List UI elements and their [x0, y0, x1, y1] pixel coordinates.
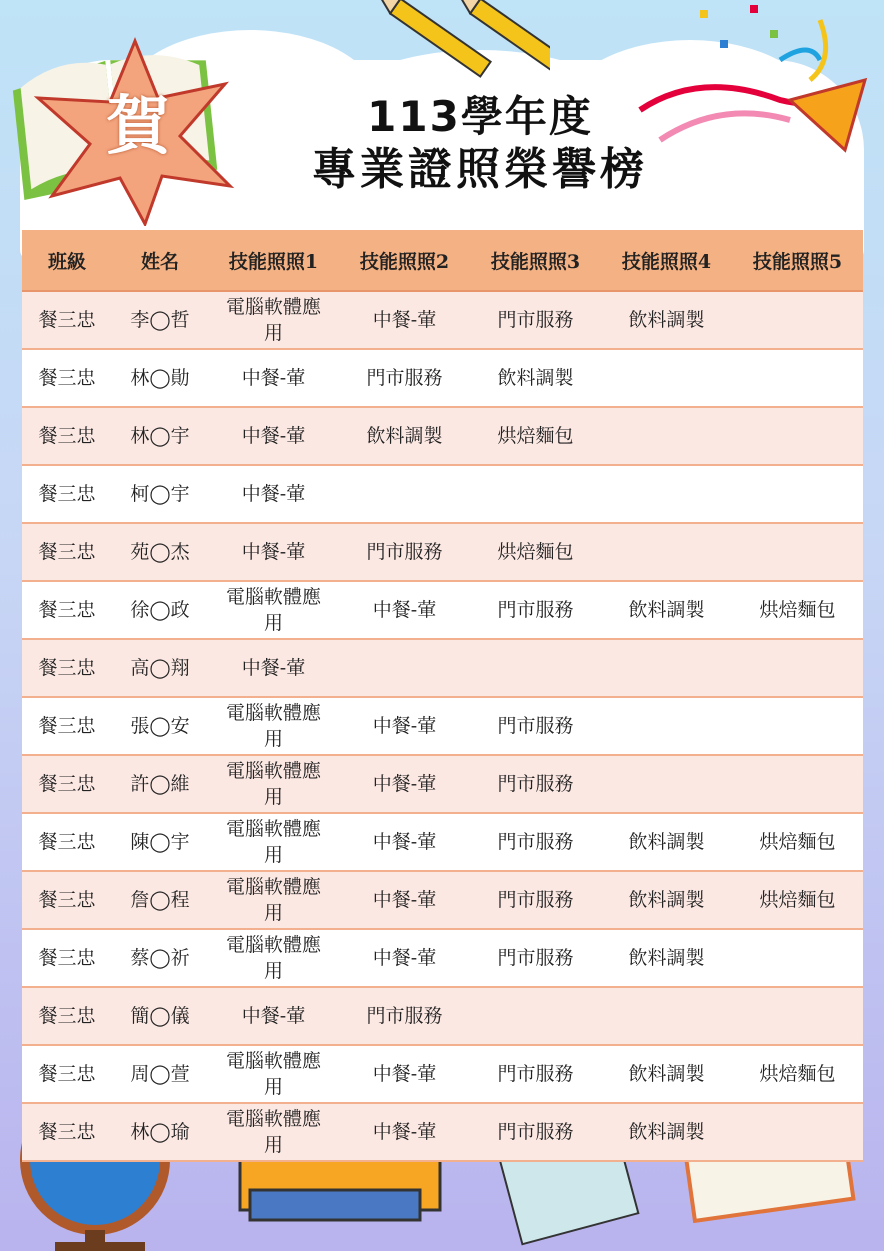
cell-cert4-text: 飲料調製 — [628, 831, 705, 853]
cell-cert2-text: 門市服務 — [366, 541, 443, 563]
cell-cert5 — [732, 523, 863, 581]
cell-class-text: 餐三忠 — [38, 715, 96, 737]
cell-cert1-text: 中餐-葷 — [241, 541, 306, 563]
cell-class-text: 餐三忠 — [38, 831, 96, 853]
table-row — [22, 813, 863, 871]
cell-cert1 — [208, 871, 339, 929]
honor-roll-table — [22, 230, 863, 1162]
cell-name-text: 林◯勛 — [130, 367, 190, 389]
cell-cert3 — [470, 697, 601, 755]
cell-class — [22, 465, 112, 523]
cell-cert1-text: 中餐-葷 — [241, 1005, 306, 1027]
cell-cert1 — [208, 349, 339, 407]
cell-class-text: 餐三忠 — [38, 1005, 96, 1027]
cell-cert2 — [339, 697, 470, 755]
cell-cert3-text: 門市服務 — [497, 1121, 574, 1143]
cell-cert3 — [470, 813, 601, 871]
table-row — [22, 349, 863, 407]
cell-class-text: 餐三忠 — [38, 773, 96, 795]
cell-cert3 — [470, 755, 601, 813]
cell-cert3-text: 門市服務 — [497, 1063, 574, 1085]
cell-name-text: 簡◯儀 — [130, 1005, 190, 1027]
cell-cert1-text: 中餐-葷 — [241, 483, 306, 505]
cell-cert3 — [470, 349, 601, 407]
cell-cert5 — [732, 929, 863, 987]
cell-cert2-text: 中餐-葷 — [372, 1121, 437, 1143]
cell-cert2 — [339, 929, 470, 987]
cell-cert3-text: 門市服務 — [497, 773, 574, 795]
table-row — [22, 755, 863, 813]
page-title-year: 113學年度 — [367, 92, 593, 141]
cell-cert5 — [732, 813, 863, 871]
cell-cert1 — [208, 755, 339, 813]
table-row — [22, 639, 863, 697]
cell-name — [112, 929, 208, 987]
cell-cert3-text: 門市服務 — [497, 599, 574, 621]
cell-cert2-text: 中餐-葷 — [372, 947, 437, 969]
cell-cert3 — [470, 871, 601, 929]
cell-class — [22, 871, 112, 929]
cell-cert2 — [339, 755, 470, 813]
column-header-cert1: 技能照照1 — [208, 230, 339, 291]
cell-cert1 — [208, 465, 339, 523]
table-row — [22, 581, 863, 639]
cell-class-text: 餐三忠 — [38, 425, 96, 447]
cell-cert4 — [601, 639, 732, 697]
cell-cert3 — [470, 1045, 601, 1103]
cell-cert1-text: 中餐-葷 — [241, 657, 306, 679]
cell-cert2-text: 中餐-葷 — [372, 889, 437, 911]
title-block — [230, 92, 730, 198]
table-row — [22, 291, 863, 349]
cell-cert2 — [339, 987, 470, 1045]
cell-cert2 — [339, 639, 470, 697]
cell-cert3 — [470, 291, 601, 349]
cell-name — [112, 755, 208, 813]
cell-cert3 — [470, 929, 601, 987]
cell-class-text: 餐三忠 — [38, 599, 96, 621]
cell-cert2-text: 中餐-葷 — [372, 1063, 437, 1085]
table-row — [22, 929, 863, 987]
cell-cert2-text: 門市服務 — [366, 367, 443, 389]
table-row — [22, 523, 863, 581]
cell-name-text: 林◯瑜 — [130, 1121, 190, 1143]
cell-cert5-text: 烘焙麵包 — [759, 831, 836, 853]
table-row — [22, 871, 863, 929]
cell-class-text: 餐三忠 — [38, 367, 96, 389]
cell-cert1 — [208, 697, 339, 755]
cell-cert5 — [732, 1103, 863, 1161]
cell-cert1-text: 電腦軟體應用 — [225, 296, 321, 344]
cell-class — [22, 523, 112, 581]
cell-cert3 — [470, 639, 601, 697]
cell-cert1-text: 電腦軟體應用 — [225, 934, 321, 982]
cell-cert2-text: 門市服務 — [366, 1005, 443, 1027]
books-and-ruler-icon — [0, 1150, 884, 1251]
cell-cert4 — [601, 291, 732, 349]
cell-cert5 — [732, 407, 863, 465]
cell-name — [112, 349, 208, 407]
cell-cert1 — [208, 581, 339, 639]
cell-name — [112, 987, 208, 1045]
cell-cert5 — [732, 465, 863, 523]
cell-name — [112, 291, 208, 349]
cell-cert1 — [208, 407, 339, 465]
cell-cert4-text: 飲料調製 — [628, 947, 705, 969]
cell-cert3 — [470, 987, 601, 1045]
cell-cert4 — [601, 871, 732, 929]
column-header-cert4: 技能照照4 — [601, 230, 732, 291]
cell-cert4-text: 飲料調製 — [628, 309, 705, 331]
cell-class-text: 餐三忠 — [38, 1121, 96, 1143]
cell-cert2 — [339, 871, 470, 929]
cell-name-text: 林◯宇 — [130, 425, 190, 447]
cell-cert3-text: 門市服務 — [497, 889, 574, 911]
table-row — [22, 1045, 863, 1103]
cell-class-text: 餐三忠 — [38, 889, 96, 911]
cell-cert2 — [339, 1045, 470, 1103]
page-title: 專業證照榮譽榜 — [312, 144, 648, 195]
cell-cert4 — [601, 465, 732, 523]
cell-cert4 — [601, 697, 732, 755]
table-row — [22, 697, 863, 755]
cell-name — [112, 407, 208, 465]
cell-class — [22, 987, 112, 1045]
table-header-row — [22, 230, 863, 291]
cell-cert1 — [208, 1103, 339, 1161]
cell-class — [22, 407, 112, 465]
cell-cert2-text: 中餐-葷 — [372, 599, 437, 621]
cell-cert3 — [470, 407, 601, 465]
cell-cert2 — [339, 291, 470, 349]
cell-class — [22, 349, 112, 407]
cell-cert4 — [601, 813, 732, 871]
cell-cert4 — [601, 755, 732, 813]
cell-cert5 — [732, 1045, 863, 1103]
cell-cert3 — [470, 581, 601, 639]
cell-name — [112, 581, 208, 639]
cell-class — [22, 929, 112, 987]
cell-cert2 — [339, 1103, 470, 1161]
cell-cert2 — [339, 349, 470, 407]
table-body — [22, 291, 863, 1161]
cell-cert4 — [601, 407, 732, 465]
cell-name-text: 詹◯程 — [130, 889, 190, 911]
cell-cert3-text: 飲料調製 — [497, 367, 574, 389]
cell-name — [112, 465, 208, 523]
cell-cert3 — [470, 1103, 601, 1161]
cell-cert1-text: 電腦軟體應用 — [225, 760, 321, 808]
cell-cert5 — [732, 291, 863, 349]
cell-cert4 — [601, 929, 732, 987]
cell-cert4 — [601, 349, 732, 407]
cell-name-text: 苑◯杰 — [130, 541, 190, 563]
cell-cert1 — [208, 1045, 339, 1103]
cell-cert3 — [470, 465, 601, 523]
cell-cert5 — [732, 581, 863, 639]
cell-cert2 — [339, 581, 470, 639]
cell-cert1 — [208, 929, 339, 987]
table-row — [22, 465, 863, 523]
cell-cert5 — [732, 871, 863, 929]
cell-cert1-text: 電腦軟體應用 — [225, 876, 321, 924]
cell-cert2-text: 中餐-葷 — [372, 715, 437, 737]
cell-cert3-text: 門市服務 — [497, 947, 574, 969]
cell-cert1 — [208, 987, 339, 1045]
cell-name — [112, 697, 208, 755]
cell-class — [22, 755, 112, 813]
cell-cert1-text: 電腦軟體應用 — [225, 818, 321, 866]
cell-cert1-text: 電腦軟體應用 — [225, 1050, 321, 1098]
cell-cert3-text: 門市服務 — [497, 831, 574, 853]
cell-cert1-text: 中餐-葷 — [241, 425, 306, 447]
cell-name-text: 李◯哲 — [130, 309, 190, 331]
column-header-cert5: 技能照照5 — [732, 230, 863, 291]
badge-character: 賀 — [106, 90, 170, 164]
cell-class-text: 餐三忠 — [38, 483, 96, 505]
cell-cert2-text: 飲料調製 — [366, 425, 443, 447]
cell-class — [22, 1103, 112, 1161]
cell-cert4 — [601, 1045, 732, 1103]
table-row — [22, 407, 863, 465]
cell-name-text: 徐◯政 — [130, 599, 190, 621]
cell-cert5 — [732, 349, 863, 407]
column-header-class: 班級 — [22, 230, 112, 291]
cell-cert4 — [601, 523, 732, 581]
cell-class-text: 餐三忠 — [38, 947, 96, 969]
cell-cert1 — [208, 523, 339, 581]
cell-cert3 — [470, 523, 601, 581]
cell-cert2 — [339, 813, 470, 871]
cell-cert4 — [601, 581, 732, 639]
cell-cert2-text: 中餐-葷 — [372, 831, 437, 853]
cell-cert4-text: 飲料調製 — [628, 599, 705, 621]
cell-cert2 — [339, 465, 470, 523]
cell-cert1-text: 電腦軟體應用 — [225, 1108, 321, 1156]
cell-cert5-text: 烘焙麵包 — [759, 599, 836, 621]
cell-name-text: 柯◯宇 — [130, 483, 190, 505]
cell-name-text: 高◯翔 — [130, 657, 190, 679]
cell-class-text: 餐三忠 — [38, 541, 96, 563]
cell-cert1-text: 電腦軟體應用 — [225, 702, 321, 750]
cell-cert1 — [208, 813, 339, 871]
cell-name — [112, 813, 208, 871]
column-header-cert3: 技能照照3 — [470, 230, 601, 291]
cell-class — [22, 291, 112, 349]
cell-name-text: 張◯安 — [130, 715, 190, 737]
cell-cert3-text: 門市服務 — [497, 715, 574, 737]
cell-cert4-text: 飲料調製 — [628, 1121, 705, 1143]
cell-class — [22, 1045, 112, 1103]
cell-class — [22, 639, 112, 697]
cell-class-text: 餐三忠 — [38, 657, 96, 679]
cell-cert2 — [339, 407, 470, 465]
cell-cert5 — [732, 697, 863, 755]
pencils-icon — [370, 0, 550, 80]
cell-name — [112, 523, 208, 581]
cell-cert2-text: 中餐-葷 — [372, 309, 437, 331]
table-row — [22, 987, 863, 1045]
table-row — [22, 1103, 863, 1161]
column-header-cert2: 技能照照2 — [339, 230, 470, 291]
cell-class — [22, 697, 112, 755]
cell-cert5-text: 烘焙麵包 — [759, 1063, 836, 1085]
cell-cert4 — [601, 987, 732, 1045]
cell-cert3-text: 烘焙麵包 — [497, 425, 574, 447]
cell-name — [112, 1103, 208, 1161]
cell-cert5 — [732, 755, 863, 813]
cell-name-text: 陳◯宇 — [130, 831, 190, 853]
cell-cert3-text: 門市服務 — [497, 309, 574, 331]
cell-name-text: 蔡◯祈 — [130, 947, 190, 969]
cell-cert4-text: 飲料調製 — [628, 1063, 705, 1085]
cell-class-text: 餐三忠 — [38, 1063, 96, 1085]
cell-class — [22, 581, 112, 639]
cell-cert1 — [208, 639, 339, 697]
cell-cert5-text: 烘焙麵包 — [759, 889, 836, 911]
cell-class-text: 餐三忠 — [38, 309, 96, 331]
cell-cert5 — [732, 639, 863, 697]
cell-cert1-text: 電腦軟體應用 — [225, 586, 321, 634]
cell-name — [112, 639, 208, 697]
cell-name — [112, 1045, 208, 1103]
cell-cert1-text: 中餐-葷 — [241, 367, 306, 389]
cell-name — [112, 871, 208, 929]
cell-cert3-text: 烘焙麵包 — [497, 541, 574, 563]
cell-cert4 — [601, 1103, 732, 1161]
cell-cert1 — [208, 291, 339, 349]
cell-cert5 — [732, 987, 863, 1045]
cell-cert4-text: 飲料調製 — [628, 889, 705, 911]
cell-cert2-text: 中餐-葷 — [372, 773, 437, 795]
cell-name-text: 周◯萱 — [130, 1063, 190, 1085]
cell-cert2 — [339, 523, 470, 581]
cell-class — [22, 813, 112, 871]
cell-name-text: 許◯維 — [130, 773, 190, 795]
column-header-name: 姓名 — [112, 230, 208, 291]
